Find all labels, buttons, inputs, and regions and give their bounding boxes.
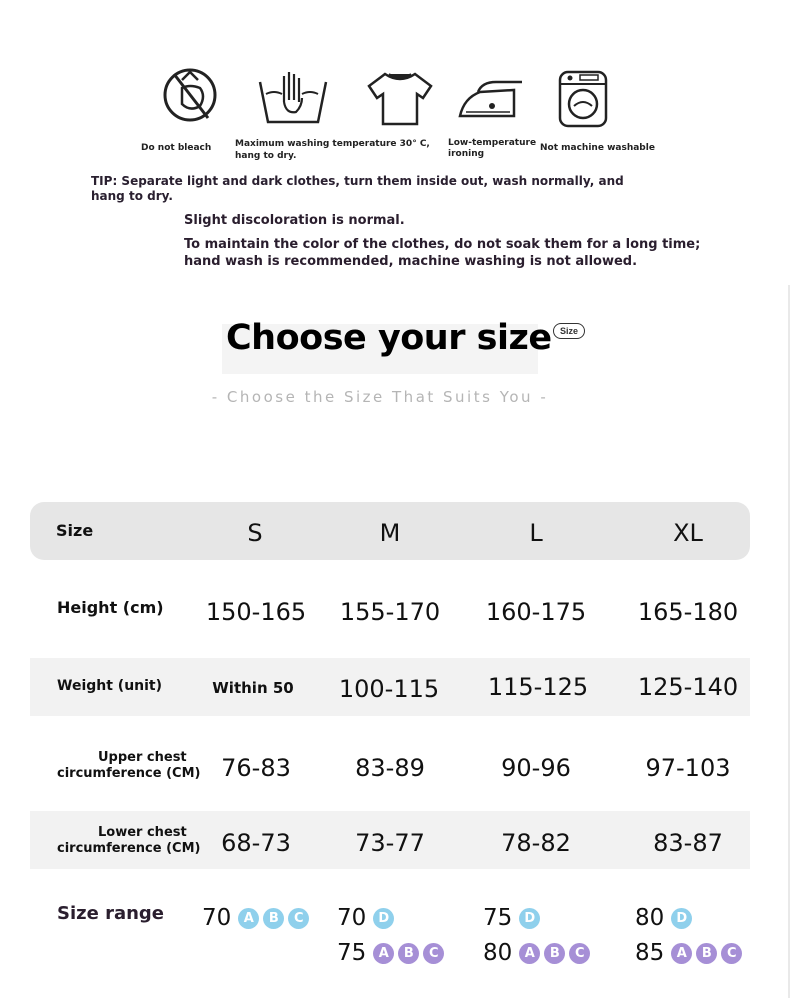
row-label-upper-chest-line2: circumference (CM) xyxy=(57,766,201,781)
row-label-lower-chest-line2: circumference (CM) xyxy=(57,841,201,856)
table-header-row xyxy=(30,502,750,560)
table-row xyxy=(30,658,750,716)
table-cell: 155-170 xyxy=(339,598,441,626)
table-cell: 76-83 xyxy=(221,754,291,782)
hand-wash-icon xyxy=(256,72,330,126)
table-cell: 78-82 xyxy=(501,829,571,857)
table-cell: 150-165 xyxy=(205,598,307,626)
care-note-line1: To maintain the color of the clothes, do not soak them for a long time; xyxy=(184,237,701,252)
table-row-size-range xyxy=(30,887,750,987)
range-band: 75 xyxy=(337,940,367,966)
care-note-discoloration: Slight discoloration is normal. xyxy=(184,213,405,228)
table-row xyxy=(30,582,750,640)
size-badge: Size xyxy=(553,323,585,339)
table-cell: 100-115 xyxy=(338,675,440,703)
care-label-bleach: Do not bleach xyxy=(141,143,212,153)
range-band: 75 xyxy=(483,905,513,931)
size-range-s-line1 xyxy=(202,905,309,931)
table-cell: Within 50 xyxy=(212,679,294,697)
table-row xyxy=(30,736,750,794)
do-not-bleach-icon xyxy=(160,60,220,122)
row-label-size-range: Size range xyxy=(57,903,165,924)
page-subtitle: - Choose the Size That Suits You - xyxy=(211,388,549,406)
header-col-l: L xyxy=(529,519,543,547)
care-label-iron-line1: Low-temperature xyxy=(448,138,537,148)
row-label-weight: Weight (unit) xyxy=(57,678,163,694)
table-cell: 115-125 xyxy=(487,673,589,701)
cup-badge: C xyxy=(569,943,590,964)
care-note-line2: hand wash is recommended, machine washing is not allowed. xyxy=(184,254,638,269)
header-col-xl: XL xyxy=(673,519,703,547)
cup-badge: C xyxy=(721,943,742,964)
size-range-xl-line1 xyxy=(635,905,692,931)
row-label-lower-chest-line1: Lower chest xyxy=(98,825,187,840)
care-label-iron-line2: ironing xyxy=(448,149,485,159)
header-col-m: M xyxy=(379,519,401,547)
range-band: 70 xyxy=(337,905,367,931)
cup-badge: A xyxy=(373,943,394,964)
table-cell: 68-73 xyxy=(221,829,291,857)
cup-badge: C xyxy=(423,943,444,964)
cup-badge: A xyxy=(519,943,540,964)
size-range-l-line1 xyxy=(483,905,540,931)
cup-badge: B xyxy=(696,943,717,964)
tshirt-icon xyxy=(365,70,435,126)
page-title: Choose your size xyxy=(226,318,552,358)
care-label-wash-line1: Maximum washing temperature 30° C, xyxy=(235,139,430,149)
range-band: 80 xyxy=(483,940,513,966)
table-cell: 165-180 xyxy=(637,598,739,626)
range-band: 80 xyxy=(635,905,665,931)
cup-badge: D xyxy=(671,908,692,929)
cup-badge: D xyxy=(519,908,540,929)
size-range-l-line2 xyxy=(483,940,590,966)
range-band: 85 xyxy=(635,940,665,966)
header-col-s: S xyxy=(247,519,263,547)
cup-badge: B xyxy=(544,943,565,964)
care-label-wash-line2: hang to dry. xyxy=(235,151,297,161)
cup-badge: B xyxy=(263,908,284,929)
table-cell: 83-89 xyxy=(355,754,425,782)
size-range-m-line1 xyxy=(337,905,394,931)
table-row xyxy=(30,811,750,869)
care-tip: TIP: Separate light and dark clothes, turn them inside out, wash normally, and hang to dry. xyxy=(91,174,624,203)
cup-badge: C xyxy=(288,908,309,929)
cup-badge: A xyxy=(671,943,692,964)
size-range-xl-line2 xyxy=(635,940,742,966)
care-instructions xyxy=(0,60,790,160)
washing-machine-icon xyxy=(556,68,612,128)
cup-badge: A xyxy=(238,908,259,929)
range-band: 70 xyxy=(202,905,232,931)
low-temperature-iron-icon xyxy=(456,78,524,120)
row-label-height: Height (cm) xyxy=(57,598,164,617)
table-cell: 90-96 xyxy=(501,754,571,782)
table-cell: 83-87 xyxy=(653,829,723,857)
row-label-upper-chest-line1: Upper chest xyxy=(98,750,187,765)
size-range-m-line2 xyxy=(337,940,444,966)
table-cell: 125-140 xyxy=(637,673,739,701)
header-label: Size xyxy=(56,521,94,540)
table-cell: 73-77 xyxy=(355,829,425,857)
table-cell: 160-175 xyxy=(485,598,587,626)
cup-badge: D xyxy=(373,908,394,929)
cup-badge: B xyxy=(398,943,419,964)
care-label-machine: Not machine washable xyxy=(540,143,655,153)
table-cell: 97-103 xyxy=(645,754,731,782)
